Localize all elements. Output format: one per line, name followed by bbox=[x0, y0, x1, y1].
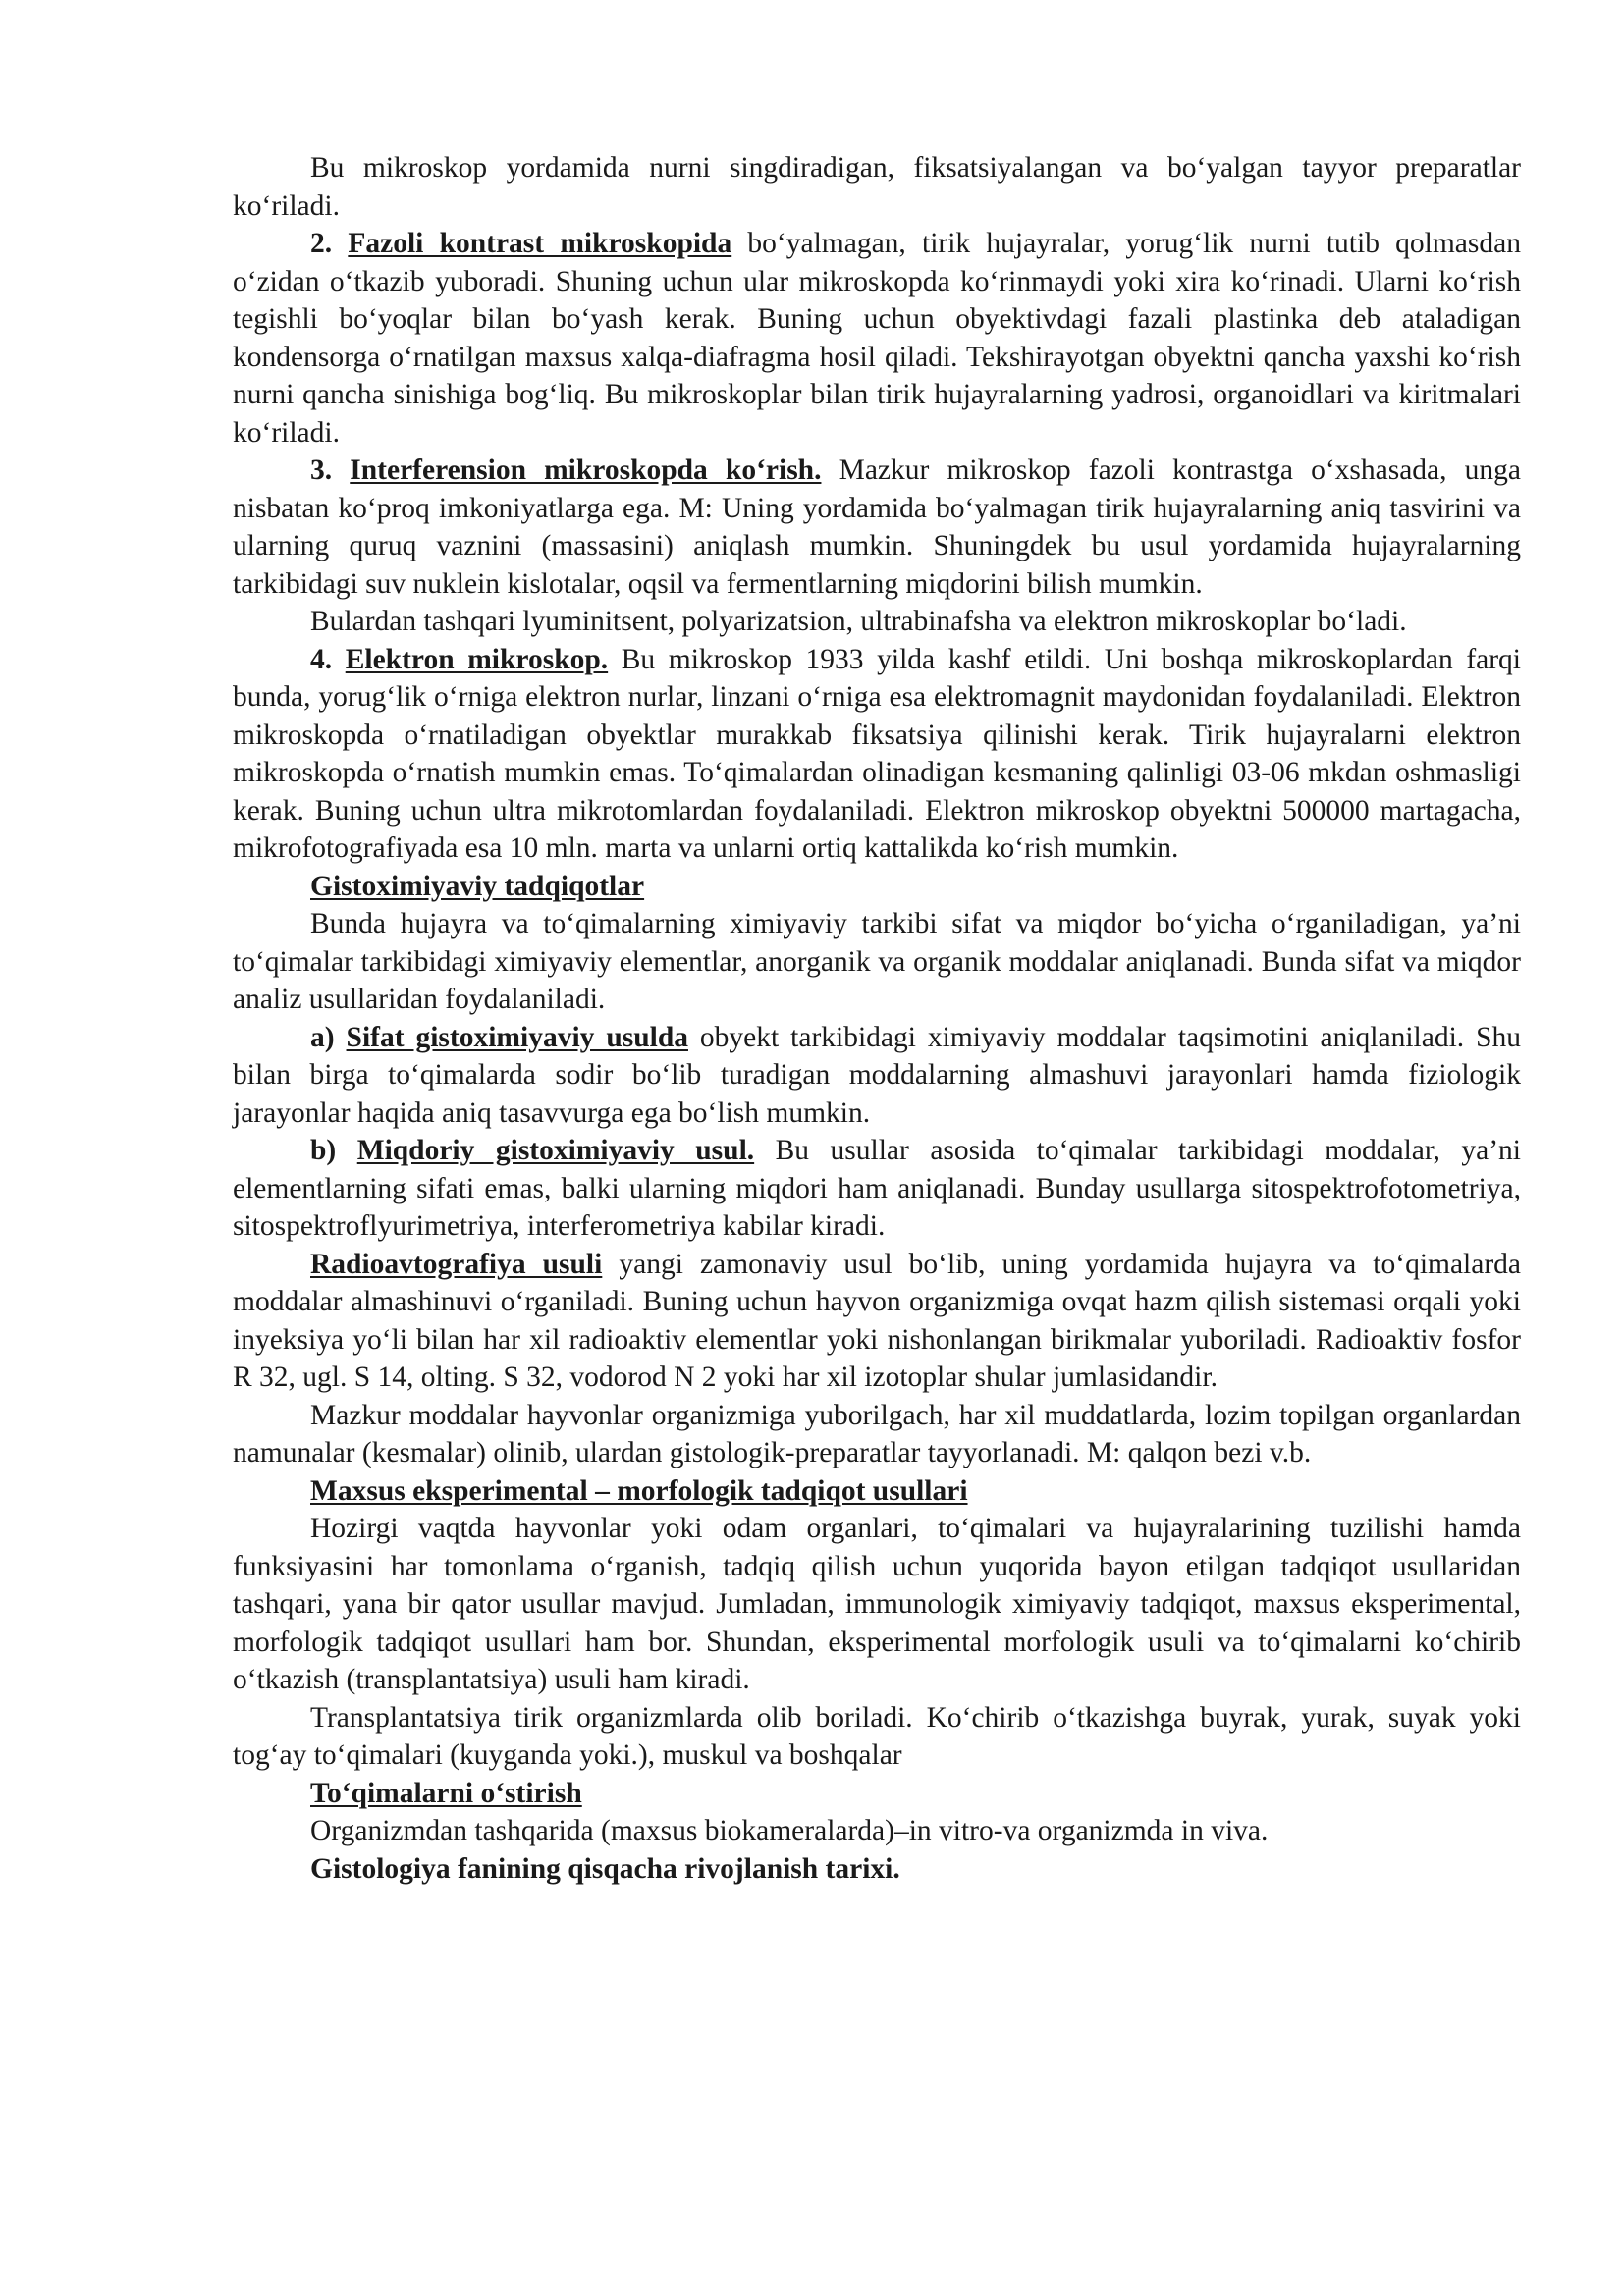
paragraph-body: Bu usullar asosida to‘qimalar tarkibidagi moddalar, ya’ni elementlarning sifati emas, balki ularning miqdori ham aniqlanadi. Bunday usullarga sitospektrofotometriya, sitospektroflyurimetriya, interferometriya kabilar kiradi. bbox=[233, 1135, 1522, 1242]
section-heading: Gistoximiyaviy tadqiqotlar bbox=[310, 870, 645, 902]
heading-history bbox=[233, 1850, 1521, 1889]
paragraph-other-microscopes: Bulardan tashqari lyuminitsent, polyarizatsion, ultrabinafsha va elektron mikroskoplar bo‘ladi. bbox=[310, 606, 1407, 637]
section-heading-bold: Gistologiya fanining qisqacha rivojlanish tarixi. bbox=[310, 1852, 900, 1885]
paragraph-samples: Mazkur moddalar hayvonlar organizmiga yuborilgach, har xil muddatlarda, lozim topilgan organlardan namunalar (kesmalar) olinib, ulardan gistologik-preparatlar tayyorlanadi. M: qalqon bezi v.b. bbox=[233, 1399, 1521, 1468]
paragraph-experimental: Hozirgi vaqtda hayvonlar yoki odam organlari, to‘qimalari va hujayralarining tuzilishi hamda funksiyasini har tomonlama o‘rganish, tadqiq qilish uchun yuqorida bayon etilgan tadqiqot usullaridan tashqari, yana bir qator usullar mavjud. Jumladan, immunologik ximiyaviy tadqiqot, maxsus eksperimental, morfologik tadqiqot usullari ham bor. Shundan, eksperimental morfologik usuli va to‘qimalarni ko‘chirib o‘tkazish (transplantatsiya) usuli ham kiradi. bbox=[233, 1513, 1521, 1695]
paragraph-quantitative bbox=[233, 1132, 1521, 1246]
paragraph-histochemical: Bunda hujayra va to‘qimalarning ximiyaviy tarkibi sifat va miqdor bo‘yicha o‘rganiladigan, ya’ni to‘qimalar tarkibidagi ximiyaviy elementlar, anorganik va organik moddalar aniqlanadi. Bunda sifat va miqdor analiz usullaridan foydalaniladi. bbox=[233, 908, 1521, 1015]
paragraph-body: obyekt tarkibidagi ximiyaviy moddalar taqsimotini aniqlaniladi. Shu bilan birga to‘qimalarda sodir bo‘lib turadigan moddalarning almashuvi jarayonlari hamda fiziologik jarayonlar haqida aniq tasavvurga ega bo‘lish mumkin. bbox=[233, 1021, 1521, 1129]
section-heading: Maxsus eksperimental – morfologik tadqiqot usullari bbox=[310, 1474, 968, 1507]
heading-tissue-culture bbox=[233, 1775, 1521, 1813]
term-qualitative: Sifat gistoximiyaviy usulda bbox=[346, 1021, 688, 1053]
item-number: 3. bbox=[310, 454, 351, 486]
term-interference: Interferension mikroskopda ko‘rish. bbox=[350, 454, 822, 486]
paragraph-electron bbox=[233, 641, 1521, 868]
section-heading: To‘qimalarni o‘stirish bbox=[310, 1777, 582, 1809]
term-phase-contrast: Fazoli kontrast mikroskopida bbox=[348, 228, 732, 259]
item-number: a) bbox=[310, 1021, 347, 1053]
paragraph-phase-contrast bbox=[233, 225, 1521, 452]
document-page bbox=[233, 149, 1521, 1888]
paragraph-body: Mazkur mikroskop fazoli kontrastga o‘xshasada, unga nisbatan ko‘proq imkoniyatlarga ega. M: Uning yordamida bo‘yalmagan tirik hujayralarning aniq tasvirini va ularning quruq vaznini (massasini) aniqlash mumkin. Shuningdek bu usul yordamida hujayralarning tarkibidagi suv nuklein kislotalar, oqsil va fermentlarning miqdorini bilish mumkin. bbox=[233, 454, 1521, 600]
term-quantitative: Miqdoriy gistoximiyaviy usul. bbox=[356, 1135, 755, 1166]
paragraph-interference bbox=[233, 452, 1521, 603]
item-number: b) bbox=[310, 1135, 357, 1166]
paragraph-body: Bu mikroskop 1933 yilda kashf etildi. Uni boshqa mikroskoplardan farqi bunda, yorug‘lik o‘rniga elektron nurlar, linzani o‘rniga esa elektromagnit maydonidan foydalaniladi. Elektron mikroskopda o‘rnatiladigan obyektlar murakkab fiksatsiya qilinishi kerak. Tirik hujayralarni elektron mikroskopda o‘rnatish mumkin emas. To‘qimalardan olinadigan kesmaning qalinligi 03-06 mkdan oshmasligi kerak. Buning uchun ultra mikrotomlardan foydalaniladi. Elektron mikroskop obyektni 500000 martagacha, mikrofotografiyada esa 10 mln. marta va unlarni ortiq kattalikda ko‘rish mumkin. bbox=[233, 643, 1521, 864]
paragraph-transplantation: Transplantatsiya tirik organizmlarda olib boriladi. Ko‘chirib o‘tkazishga buyrak, yurak, suyak yoki tog‘ay to‘qimalari (kuyganda yoki.), muskul va boshqalar bbox=[233, 1701, 1521, 1771]
term-radioautography: Radioavtografiya usuli bbox=[310, 1248, 603, 1280]
item-number: 2. bbox=[310, 228, 349, 259]
heading-histochemical bbox=[233, 868, 1521, 906]
paragraph-body: bo‘yalmagan, tirik hujayralar, yorug‘lik nurni tutib qolmasdan o‘zidan o‘tkazib yuboradi. Shuning uchun ular mikroskopda ko‘rinmaydi yoki xira ko‘rinadi. Ularni ko‘rish tegishli bo‘yoqlar bilan bo‘yash kerak. Buning uchun obyektivdagi fazali plastinka deb ataladigan kondensorga o‘rnatilgan maxsus xalqa-diafragma hosil qiladi. Tekshirayotgan obyektni qancha yaxshi ko‘rish nurni qancha sinishiga bog‘liq. Bu mikroskoplar bilan tirik hujayralarning yadrosi, organoidlari va kiritmalari ko‘riladi. bbox=[233, 228, 1521, 449]
paragraph-intro: Bu mikroskop yordamida nurni singdiradigan, fiksatsiyalangan va bo‘yalgan tayyor preparatlar ko‘riladi. bbox=[233, 152, 1521, 222]
paragraph-qualitative bbox=[233, 1019, 1521, 1133]
heading-experimental bbox=[233, 1472, 1521, 1511]
paragraph-radioautography bbox=[233, 1246, 1521, 1397]
term-electron: Elektron mikroskop. bbox=[345, 643, 609, 675]
paragraph-body: yangi zamonaviy usul bo‘lib, uning yordamida hujayra va to‘qimalarda moddalar almashinuvi o‘rganiladi. Buning uchun hayvon organizmiga ovqat hazm qilish sistemasi orqali yoki inyeksiya yo‘li bilan har xil radioaktiv elementlar yoki nishonlangan birikmalar yuboriladi. Radioaktiv fosfor R 32, ugl. S 14, olting. S 32, vodorod N 2 yoki har xil izotoplar shular jumlasidandir. bbox=[233, 1248, 1522, 1393]
item-number: 4. bbox=[310, 643, 346, 675]
paragraph-tissue-culture: Organizmdan tashqarida (maxsus biokameralarda)–in vitro-va organizmda in viva. bbox=[310, 1815, 1269, 1846]
